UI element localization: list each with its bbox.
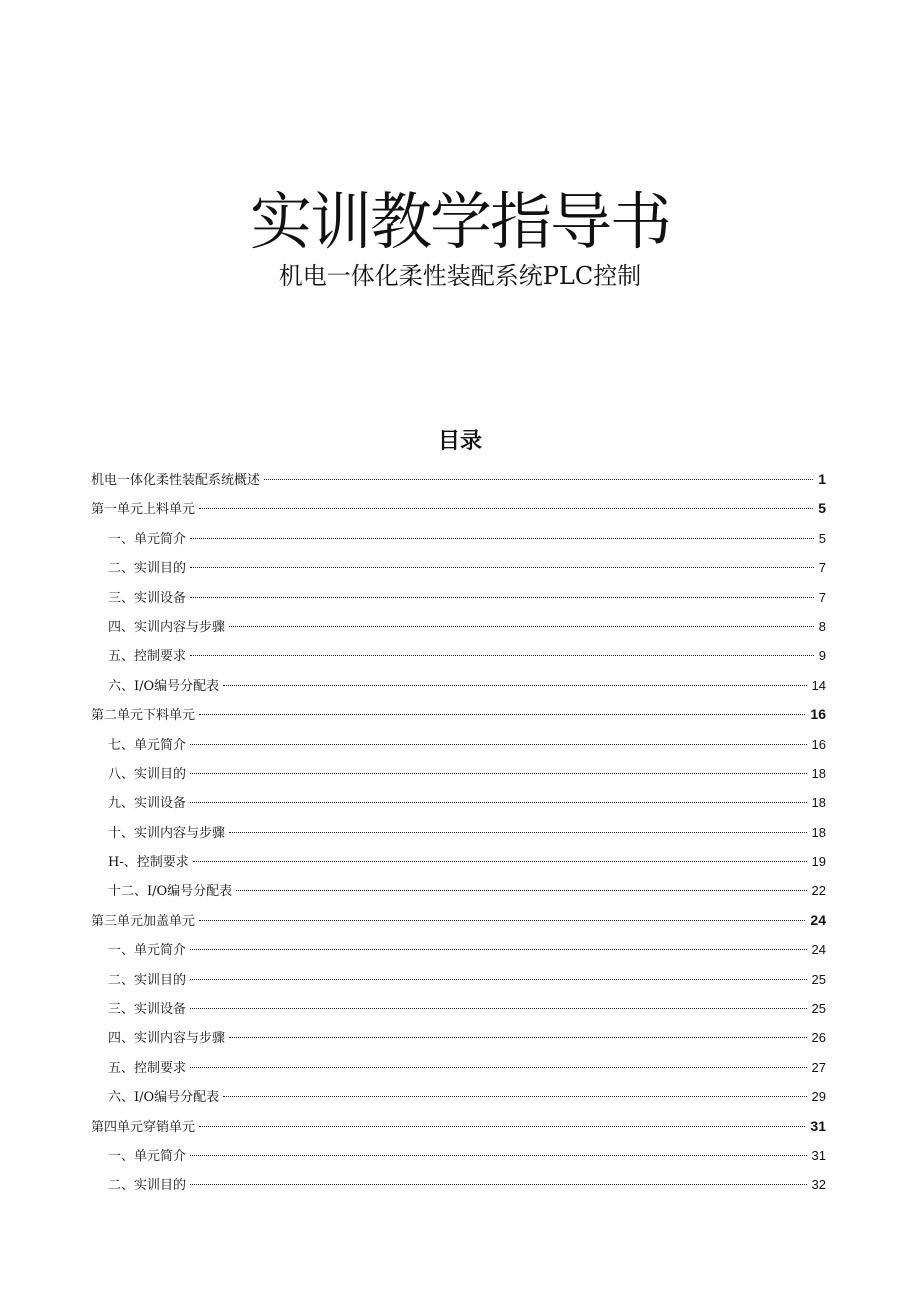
- toc-entry[interactable]: [91, 1023, 826, 1052]
- toc-entry-label: 三、实训设备: [108, 590, 187, 606]
- toc-entry[interactable]: [91, 494, 826, 523]
- toc-entry-label: 三、实训设备: [108, 1002, 187, 1018]
- document-title: 实训教学指导书: [249, 184, 670, 258]
- toc-dot-leader: [190, 979, 807, 980]
- toc-dot-leader: [190, 1184, 807, 1185]
- toc-entry-page-number: 18: [811, 765, 826, 781]
- toc-entry-page-number: 31: [811, 1147, 826, 1163]
- toc-entry-page-number: 24: [811, 942, 826, 958]
- toc-dot-leader: [190, 773, 807, 774]
- toc-entry[interactable]: [91, 553, 826, 582]
- toc-entry-label: 第二单元下料单元: [91, 708, 196, 724]
- document-subtitle: 机电一体化柔性装配系统PLC控制: [278, 262, 642, 290]
- toc-entry-page-number: 9: [818, 648, 826, 664]
- toc-entry-page-number: 25: [811, 1001, 826, 1017]
- toc-entry[interactable]: [91, 1141, 826, 1170]
- toc-entry[interactable]: [91, 730, 826, 759]
- toc-entry-page-number: 16: [811, 736, 826, 752]
- toc-dot-leader: [190, 1155, 807, 1156]
- toc-dot-leader: [190, 538, 814, 539]
- toc-entry[interactable]: [91, 965, 826, 994]
- toc-entry-page-number: 1: [818, 471, 826, 487]
- toc-dot-leader: [236, 890, 806, 891]
- toc-entry[interactable]: [91, 1112, 826, 1141]
- toc-entry-label: 五、控制要求: [108, 649, 187, 665]
- toc-dot-leader: [193, 861, 807, 862]
- table-of-contents: [91, 465, 826, 1200]
- toc-entry[interactable]: [91, 935, 826, 964]
- toc-entry-page-number: 8: [818, 618, 826, 634]
- toc-entry-page-number: 18: [811, 795, 826, 811]
- toc-dot-leader: [199, 508, 813, 509]
- toc-entry-page-number: 7: [818, 560, 826, 576]
- toc-entry[interactable]: [91, 876, 826, 905]
- toc-entry-page-number: 32: [811, 1177, 826, 1193]
- toc-entry-label: 一、单元简介: [108, 943, 187, 959]
- toc-entry[interactable]: [91, 994, 826, 1023]
- toc-entry[interactable]: [91, 818, 826, 847]
- toc-dot-leader: [223, 1096, 806, 1097]
- toc-dot-leader: [190, 597, 814, 598]
- toc-dot-leader: [223, 685, 806, 686]
- toc-dot-leader: [190, 567, 814, 568]
- toc-entry[interactable]: [91, 759, 826, 788]
- toc-entry[interactable]: [91, 788, 826, 817]
- toc-dot-leader: [190, 744, 807, 745]
- toc-heading: 目录: [437, 429, 482, 455]
- toc-entry[interactable]: [91, 583, 826, 612]
- toc-entry-label: 十、实训内容与步骤: [108, 825, 226, 841]
- toc-entry[interactable]: [91, 847, 826, 876]
- toc-entry-label: 九、实训设备: [108, 796, 187, 812]
- toc-entry[interactable]: [91, 671, 826, 700]
- toc-entry-label: 二、实训目的: [108, 972, 187, 988]
- toc-dot-leader: [199, 920, 805, 921]
- toc-entry-label: 第四单元穿销单元: [91, 1119, 196, 1135]
- toc-entry-label: 第一单元上料单元: [91, 502, 196, 518]
- toc-entry-label: 机电一体化柔性装配系统概述: [91, 473, 261, 488]
- toc-entry-label: 四、实训内容与步骤: [108, 619, 226, 635]
- toc-dot-leader: [190, 655, 814, 656]
- toc-entry[interactable]: [91, 906, 826, 935]
- toc-entry-label: 六、I/O编号分配表: [108, 1090, 220, 1106]
- toc-entry-label: 一、单元简介: [108, 531, 187, 547]
- toc-entry[interactable]: [91, 524, 826, 553]
- toc-entry-label: 四、实训内容与步骤: [108, 1031, 226, 1047]
- toc-entry-page-number: 24: [810, 911, 826, 928]
- toc-dot-leader: [190, 949, 807, 950]
- toc-entry-page-number: 29: [811, 1089, 826, 1105]
- toc-entry-page-number: 27: [811, 1059, 826, 1075]
- toc-entry-label: 十二、I/O编号分配表: [108, 884, 233, 900]
- toc-dot-leader: [229, 1037, 807, 1038]
- toc-entry-label: 八、实训目的: [108, 766, 187, 782]
- toc-dot-leader: [264, 479, 813, 480]
- toc-entry[interactable]: [91, 612, 826, 641]
- toc-entry[interactable]: [91, 1082, 826, 1111]
- toc-entry[interactable]: [91, 700, 826, 729]
- toc-entry-label: 七、单元简介: [108, 737, 187, 753]
- toc-entry-label: 第三单元加盖单元: [91, 913, 196, 929]
- toc-entry-page-number: 16: [810, 706, 826, 723]
- toc-entry-label: H-、控制要求: [108, 855, 189, 871]
- toc-dot-leader: [199, 714, 805, 715]
- toc-entry[interactable]: [91, 1170, 826, 1199]
- toc-entry-page-number: 5: [818, 500, 826, 517]
- toc-entry-page-number: 25: [811, 971, 826, 987]
- toc-dot-leader: [190, 1067, 807, 1068]
- toc-entry-label: 二、实训目的: [108, 561, 187, 577]
- toc-dot-leader: [199, 1126, 805, 1127]
- toc-entry-page-number: 5: [818, 530, 826, 546]
- toc-entry-page-number: 7: [818, 589, 826, 605]
- toc-dot-leader: [190, 1008, 807, 1009]
- toc-entry-page-number: 26: [811, 1030, 826, 1046]
- toc-entry-page-number: 18: [811, 824, 826, 840]
- toc-dot-leader: [190, 802, 807, 803]
- toc-dot-leader: [229, 832, 807, 833]
- toc-entry-page-number: 22: [811, 883, 826, 899]
- toc-entry[interactable]: [91, 641, 826, 670]
- toc-entry-label: 二、实训目的: [108, 1178, 187, 1194]
- toc-entry-label: 一、单元简介: [108, 1148, 187, 1164]
- toc-entry-label: 五、控制要求: [108, 1060, 187, 1076]
- toc-entry-page-number: 14: [811, 677, 826, 693]
- toc-dot-leader: [229, 626, 814, 627]
- toc-entry[interactable]: [91, 465, 826, 494]
- toc-entry-page-number: 19: [811, 854, 826, 870]
- toc-entry-page-number: 31: [810, 1117, 826, 1134]
- toc-entry-label: 六、I/O编号分配表: [108, 678, 220, 694]
- toc-entry[interactable]: [91, 1053, 826, 1082]
